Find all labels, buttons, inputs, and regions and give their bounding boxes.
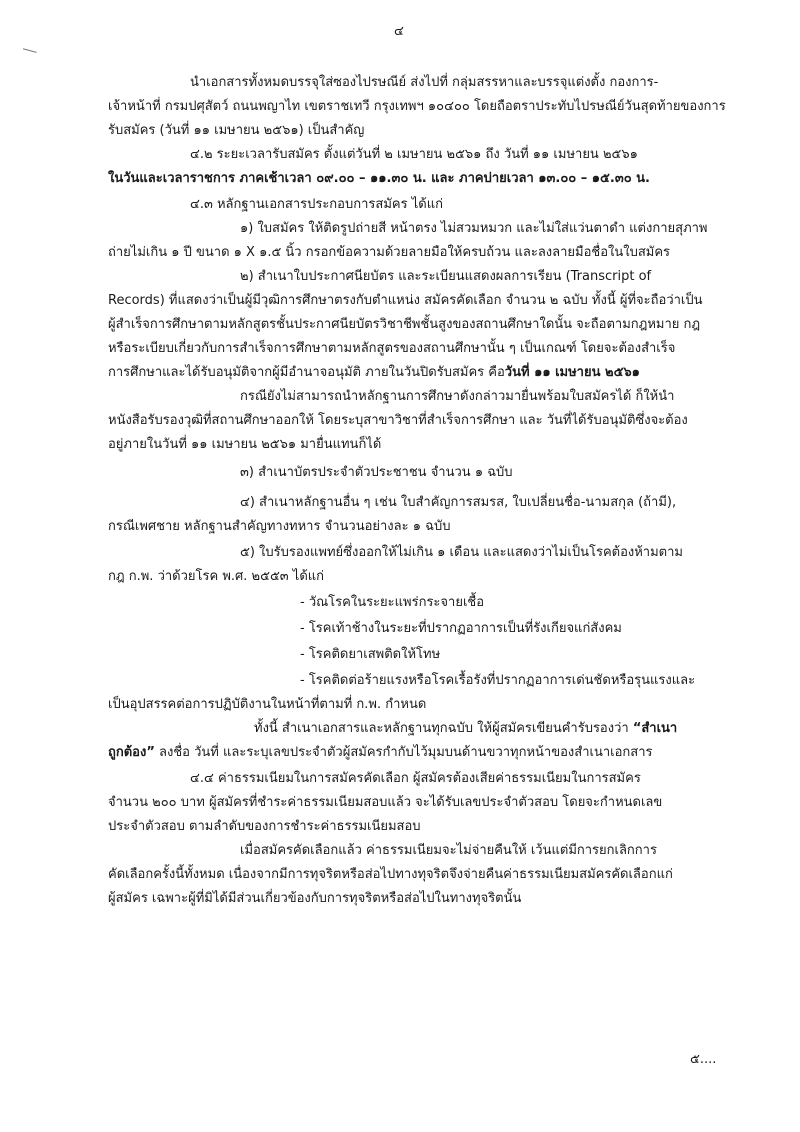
- text-line: ผู้สมัคร เฉพาะผู้ที่มิได้มีส่วนเกี่ยวข้องกับการทุจริตหรือส่อไปในทางทุจริตนั้น: [108, 891, 522, 906]
- text-line: กรณียังไม่สามารถนำหลักฐานการศึกษาดังกล่าวมายื่นพร้อมใบสมัครได้ ก็ให้นำ: [240, 389, 675, 404]
- item-4: ๔) สำเนาหลักฐานอื่น ๆ เช่น ใบสำคัญการสมรส, ใบเปลี่ยนชื่อ-นามสกุล (ถ้ามี),: [240, 495, 677, 510]
- text-line: [108, 744, 652, 762]
- text-line: ถ่ายไม่เกิน ๑ ปี ขนาด ๑ X ๑.๕ นิ้ว กรอกข้อความด้วยลายมือให้ครบถ้วน และลงลายมือชื่อในใบสมัคร: [108, 245, 671, 260]
- page-number: ๔: [394, 24, 404, 39]
- text-segment: ลงชื่อ วันที่ และระบุเลขประจำตัวผู้สมัครกำกับไว้มุมบนด้านขวาทุกหน้าของสำเนาเอกสาร: [159, 745, 653, 760]
- text-line: อยู่ภายในวันที่ ๑๑ เมษายน ๒๕๖๑ มายื่นแทนก็ได้: [108, 437, 382, 452]
- text-line: หนังสือรับรองวุฒิที่สถานศึกษาออกให้ โดยระบุสาขาวิชาที่สำเร็จการศึกษา และ วันที่ได้รับอนุมัติซึ่งจะต้อง: [108, 413, 688, 428]
- text-line: [108, 364, 640, 382]
- disease-item: - โรคเท้าช้างในระยะที่ปรากฏอาการเป็นที่รังเกียจแก่สังคม: [300, 621, 622, 636]
- text-line: ประจำตัวสอบ ตามลำดับของการชำระค่าธรรมเนียมสอบ: [108, 819, 421, 834]
- scan-mark: [21, 48, 36, 58]
- office-hours: ในวันและเวลาราชการ ภาคเช้าเวลา ๐๙.๐๐ – ๑๑.๓๐ น. และ ภาคบ่ายเวลา ๑๓.๐๐ – ๑๕.๓๐ น.: [108, 171, 650, 186]
- deadline-date: วันที่ ๑๑ เมษายน ๒๕๖๑: [504, 365, 640, 380]
- text-segment: ทั้งนี้ สำเนาเอกสารและหลักฐานทุกฉบับ ให้ผู้สมัครเขียนคำรับรองว่า: [254, 721, 629, 736]
- item-1: ๑) ใบสมัคร ให้ติดรูปถ่ายสี หน้าตรง ไม่สวมหมวก และไม่ใส่แว่นตาดำ แต่งกายสุภาพ: [240, 221, 708, 236]
- text-line: คัดเลือกครั้งนี้ทั้งหมด เนื่องจากมีการทุจริตหรือส่อไปทางทุจริตจึงจ่ายคืนค่าธรรมเนียมสมัครคัดเลือกแก่: [108, 867, 673, 882]
- section-4-3-heading: ๔.๓ หลักฐานเอกสารประกอบการสมัคร ได้แก่: [190, 197, 443, 212]
- section-4-4-heading: ๔.๔ ค่าธรรมเนียมในการสมัครคัดเลือก ผู้สมัครต้องเสียค่าธรรมเนียมในการสมัคร: [190, 771, 641, 786]
- text-line: นำเอกสารทั้งหมดบรรจุใส่ซองไปรษณีย์ ส่งไปที่ กลุ่มสรรหาและบรรจุแต่งตั้ง กองการ-: [190, 75, 659, 90]
- text-line: กรณีเพศชาย หลักฐานสำคัญทางทหาร จำนวนอย่างละ ๑ ฉบับ: [108, 519, 451, 534]
- item-3: ๓) สำเนาบัตรประจำตัวประชาชน จำนวน ๑ ฉบับ: [240, 465, 513, 480]
- disease-item: - วัณโรคในระยะแพร่กระจายเชื้อ: [300, 595, 485, 610]
- text-line: รับสมัคร (วันที่ ๑๑ เมษายน ๒๕๖๑) เป็นสำคัญ: [108, 123, 365, 138]
- disease-item: - โรคติดต่อร้ายแรงหรือโรคเรื้อรังที่ปรากฏอาการเด่นชัดหรือรุนแรงและ: [300, 673, 696, 688]
- section-4-2-heading: ๔.๒ ระยะเวลารับสมัคร ตั้งแต่วันที่ ๒ เมษายน ๒๕๖๑ ถึง วันที่ ๑๑ เมษายน ๒๕๖๑: [190, 147, 638, 162]
- certify-phrase: “สำเนา: [632, 721, 678, 736]
- item-2: ๒) สำเนาใบประกาศนียบัตร และระเบียนแสดงผลการเรียน (Transcript of: [240, 269, 652, 284]
- text-line: [254, 720, 677, 738]
- text-line: เป็นอุปสรรคต่อการปฏิบัติงานในหน้าที่ตามที่ ก.พ. กำหนด: [108, 697, 427, 712]
- item-5: ๕) ใบรับรองแพทย์ซึ่งออกให้ไม่เกิน ๑ เดือน และแสดงว่าไม่เป็นโรคต้องห้ามตาม: [240, 545, 683, 560]
- text-line: Records) ที่แสดงว่าเป็นผู้มีวุฒิการศึกษาตรงกับตำแหน่ง สมัครคัดเลือก จำนวน ๒ ฉบับ ทั้งนี้ ผู้ที่จะถือว่าเป็น: [108, 293, 703, 308]
- certify-phrase: ถูกต้อง”: [108, 745, 155, 760]
- text-line: เมื่อสมัครคัดเลือกแล้ว ค่าธรรมเนียมจะไม่จ่ายคืนให้ เว้นแต่มีการยกเลิกการ: [240, 843, 657, 858]
- text-segment: การศึกษาและได้รับอนุมัติจากผู้มีอำนาจอนุมัติ ภายในวันปิดรับสมัคร คือ: [108, 365, 505, 380]
- text-line: ผู้สำเร็จการศึกษาตามหลักสูตรชั้นประกาศนียบัตรวิชาชีพชั้นสูงของสถานศึกษาใดนั้น จะถือตามกฎหมาย กฎ: [108, 317, 701, 332]
- text-line: จำนวน ๒๐๐ บาท ผู้สมัครที่ชำระค่าธรรมเนียมสอบแล้ว จะได้รับเลขประจำตัวสอบ โดยจะกำหนดเลข: [108, 795, 663, 810]
- disease-item: - โรคติดยาเสพติดให้โทษ: [300, 647, 441, 662]
- text-line: กฎ ก.พ. ว่าด้วยโรค พ.ศ. ๒๕๕๓ ได้แก่: [108, 569, 325, 584]
- continuation-marker: ๕....: [690, 1052, 717, 1067]
- text-line: หรือระเบียบเกี่ยวกับการสำเร็จการศึกษาตามหลักสูตรของสถานศึกษานั้น ๆ เป็นเกณฑ์ โดยจะต้องสำเร็จ: [108, 341, 676, 356]
- text-line: เจ้าหน้าที่ กรมปศุสัตว์ ถนนพญาไท เขตราชเทวี กรุงเทพฯ ๑๐๔๐๐ โดยถือตราประทับไปรษณีย์วันสุดท้ายของการ: [108, 99, 726, 114]
